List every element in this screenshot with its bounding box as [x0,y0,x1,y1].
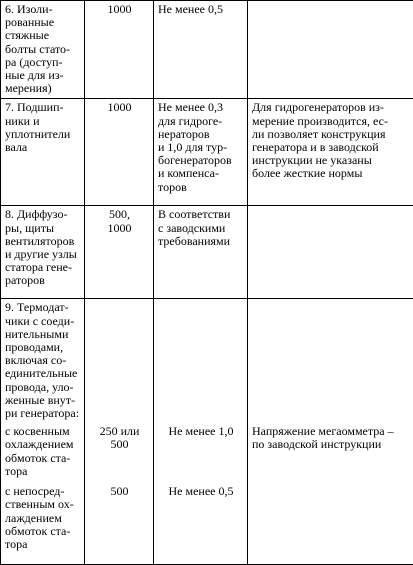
table-row [1,99,413,206]
voltage-cell: 250 или 500 [85,423,154,483]
min-resistance-cell: В соответстви с заводскими требованиями [154,206,248,299]
note-cell: Напряжение мегаомметра – по заводской инструкции [248,423,413,483]
table-row [1,423,413,483]
min-resistance-cell: Не менее 0,5 [154,483,248,564]
min-resistance-cell: Не менее 0,5 [154,1,248,99]
table-row [1,483,413,564]
min-resistance-cell [154,299,248,423]
table-row [1,1,413,99]
voltage-cell [85,299,154,423]
item-name-cell: 6. Изоли- рованные стяжные болты стато- ра (доступ- ные для из- мерения) [1,1,85,99]
note-cell [248,1,413,99]
min-resistance-cell: Не менее 1,0 [154,423,248,483]
table-row [1,299,413,423]
min-resistance-cell: Не менее 0,3 для гидроге- нераторов и 1,0 для тур- богенераторов и компенса- торов [154,99,248,206]
voltage-cell: 500, 1000 [85,206,154,299]
item-name-cell: 8. Диффузо- ры, щиты вентиляторов и другие узлы статора гене- раторов [1,206,85,299]
note-cell [248,206,413,299]
item-name-cell: с непосред- ственным ох- лаждением обмоток ста- тора [1,483,85,564]
table-row [1,206,413,299]
item-name-cell: 7. Подшип- ники и уплотнители вала [1,99,85,206]
voltage-cell: 500 [85,483,154,564]
item-name-cell: с косвенным охлаждением обмоток ста- тора [1,423,85,483]
note-cell [248,483,413,564]
voltage-cell: 1000 [85,99,154,206]
note-cell [248,299,413,423]
voltage-cell: 1000 [85,1,154,99]
note-cell: Для гидрогенераторов из- мерение производится, ес- ли позволяет конструкция генератора и в заводской инструкции не указаны более жесткие нормы [248,99,413,206]
item-name-cell: 9. Термодат- чики с соеди- нительными проводами, включая со- единительные провода, уло- женные внут- ри генератора: [1,299,85,423]
